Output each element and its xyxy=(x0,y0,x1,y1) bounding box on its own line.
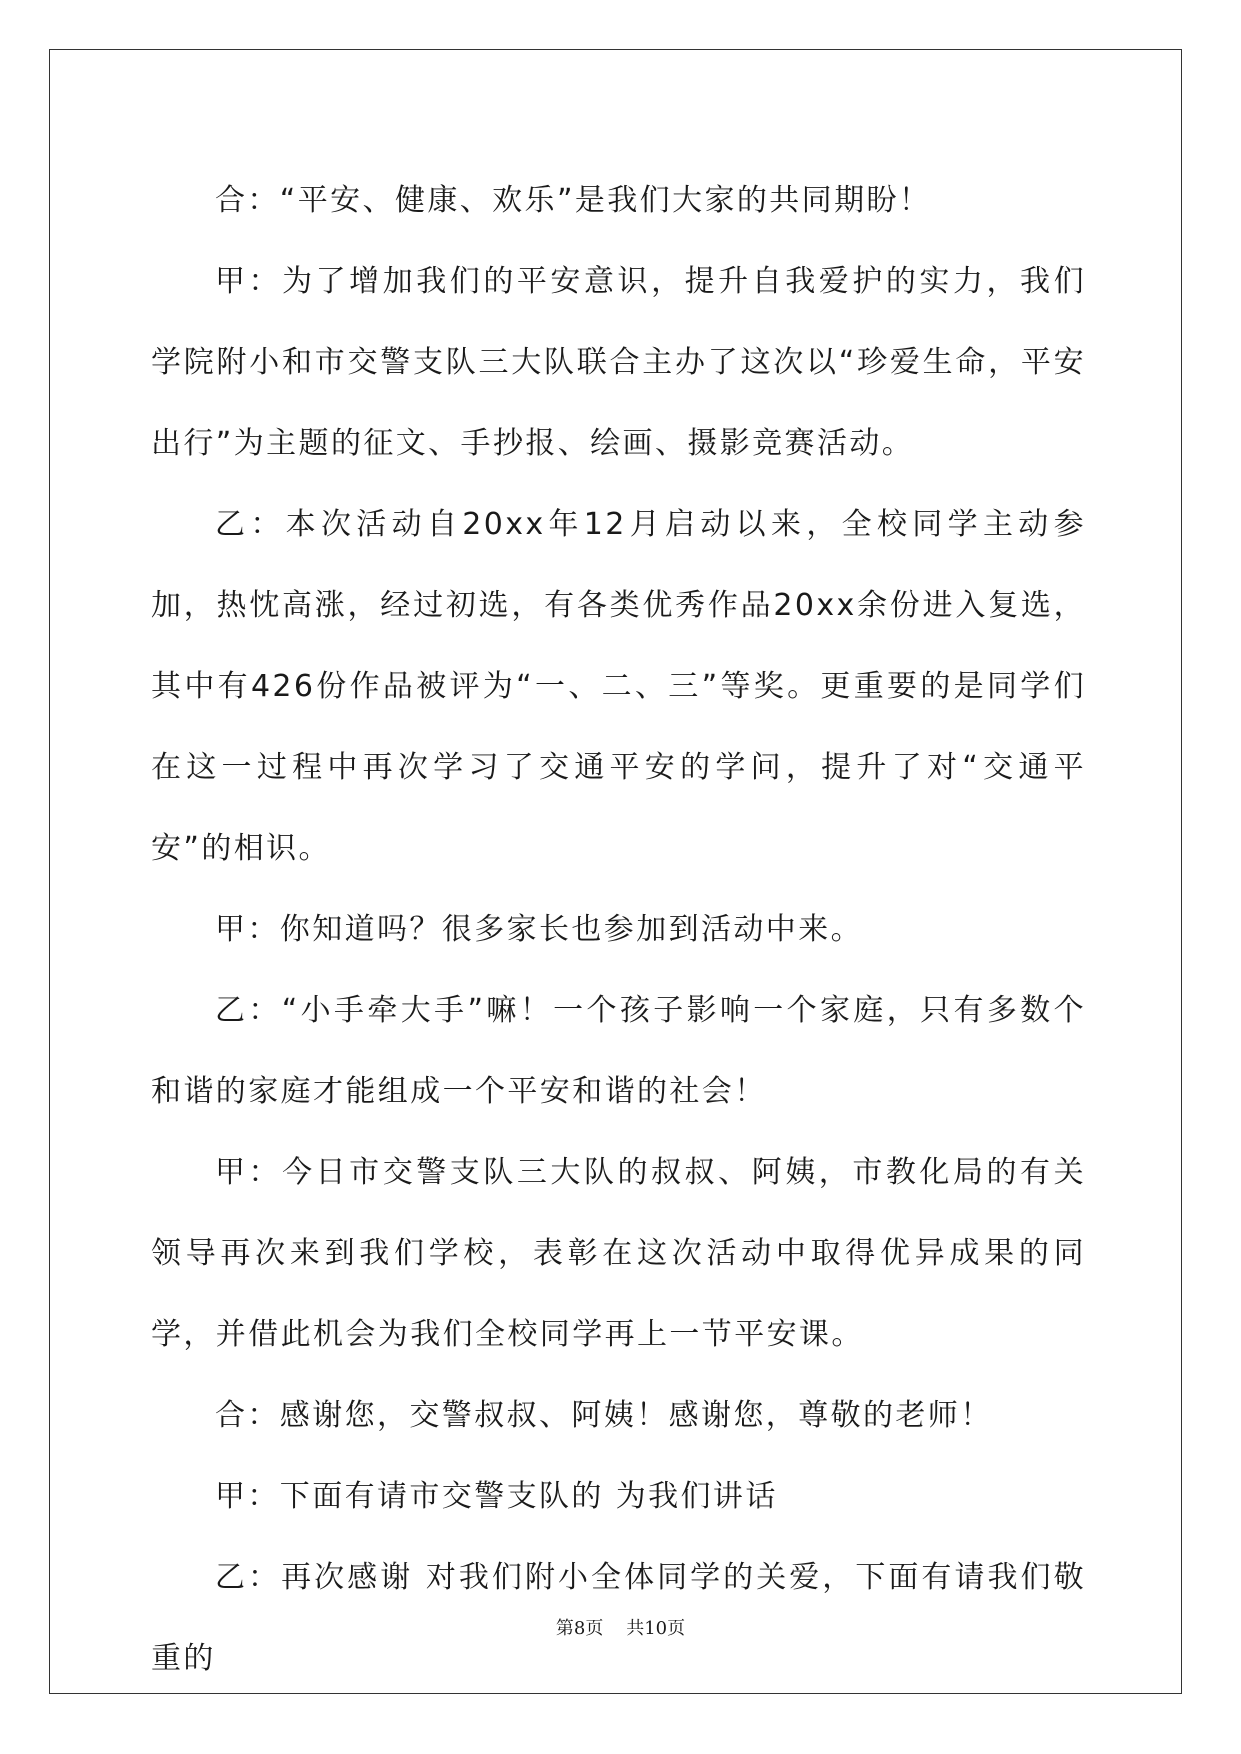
document-body xyxy=(151,160,1086,1699)
paragraph-4: 甲：你知道吗？很多家长也参加到活动中来。 xyxy=(215,912,863,947)
paragraph-3: 乙：本次活动自20xx年12月启动以来，全校同学主动参加，热忱高涨，经过初选，有各类优秀作品20xx余份进入复选，其中有426份作品被评为“一、二、三”等奖。更重要的是同学们在这一过程中再次学习了交通平安的学问，提升了对“交通平安”的相识。 xyxy=(151,507,1086,866)
paragraph-1: 合：“平安、健康、欢乐”是我们大家的共同期盼！ xyxy=(215,183,932,218)
page-footer xyxy=(0,1614,1241,1640)
page-total: 共10页 xyxy=(626,1618,686,1639)
paragraph-5: 乙：“小手牵大手”嘛！一个孩子影响一个家庭，只有多数个和谐的家庭才能组成一个平安和谐的社会！ xyxy=(151,993,1086,1109)
page-number: 第8页 xyxy=(555,1618,604,1639)
paragraph-9: 乙：再次感谢 对我们附小全体同学的关爱，下面有请我们敬重的 xyxy=(151,1560,1086,1676)
paragraph-8: 甲：下面有请市交警支队的 为我们讲话 xyxy=(215,1479,778,1514)
paragraph-2: 甲：为了增加我们的平安意识，提升自我爱护的实力，我们学院附小和市交警支队三大队联合主办了这次以“珍爱生命，平安出行”为主题的征文、手抄报、绘画、摄影竞赛活动。 xyxy=(151,264,1086,461)
paragraph-6: 甲：今日市交警支队三大队的叔叔、阿姨，市教化局的有关领导再次来到我们学校，表彰在这次活动中取得优异成果的同学，并借此机会为我们全校同学再上一节平安课。 xyxy=(151,1155,1086,1352)
paragraph-7: 合：感谢您，交警叔叔、阿姨！感谢您，尊敬的老师！ xyxy=(215,1398,993,1433)
